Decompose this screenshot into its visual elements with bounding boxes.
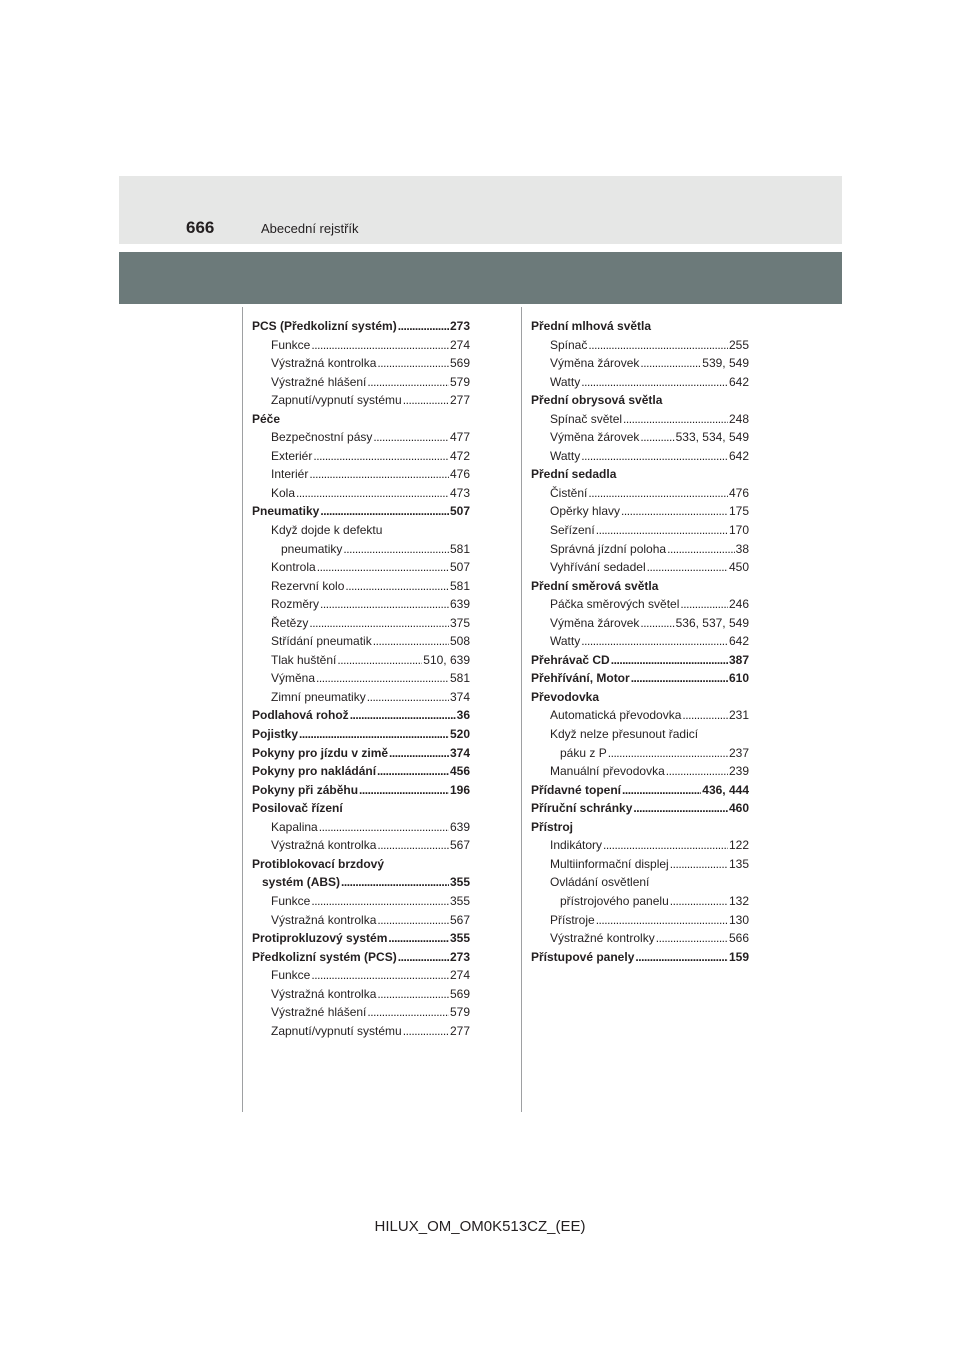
dot-leader	[581, 373, 728, 392]
page-number: 666	[186, 218, 215, 237]
entry-label: Rozměry	[271, 597, 320, 612]
dot-leader	[656, 929, 728, 948]
index-heading	[531, 317, 749, 336]
index-subentry	[531, 911, 749, 930]
entry-label: Výstražné kontrolky	[550, 931, 655, 946]
dot-leader	[581, 447, 728, 466]
entry-label: Ovládání osvětlení	[550, 875, 650, 890]
entry-label: Watty	[550, 634, 581, 649]
entry-label: Přehrávač CD	[531, 652, 610, 667]
entry-label: Pneumatiky	[252, 504, 320, 519]
dot-leader	[367, 373, 449, 392]
dot-leader	[398, 317, 449, 336]
dot-leader	[311, 892, 449, 911]
dot-leader	[389, 744, 449, 763]
entry-label: Když dojde k defektu	[271, 523, 383, 538]
entry-page-ref: 122	[728, 838, 749, 853]
index-subentry	[531, 484, 749, 503]
index-heading	[531, 669, 749, 688]
index-subentry	[252, 911, 470, 930]
index-heading	[252, 410, 470, 429]
entry-label: Výměna	[271, 671, 316, 686]
dot-leader	[309, 465, 449, 484]
entry-label: Posilovač řízení	[252, 801, 343, 816]
index-heading	[252, 706, 470, 725]
entry-label: Výměna žárovek	[550, 615, 640, 630]
entry-page-ref: 255	[728, 337, 749, 352]
dot-leader	[622, 781, 701, 800]
dot-leader	[320, 595, 449, 614]
index-subentry	[531, 706, 749, 725]
index-heading	[252, 929, 470, 948]
dot-leader	[359, 781, 449, 800]
dot-leader	[647, 558, 728, 577]
dot-leader	[670, 855, 728, 874]
column-rule-right	[521, 307, 522, 1112]
index-heading	[531, 465, 749, 484]
entry-label: Přední směrová světla	[531, 578, 659, 593]
entry-page-ref: 477	[449, 430, 470, 445]
index-heading	[252, 762, 470, 781]
entry-page-ref: 579	[449, 1005, 470, 1020]
dot-leader	[337, 651, 422, 670]
entry-label: Zapnutí/vypnutí systému	[271, 393, 402, 408]
index-subentry	[252, 873, 470, 892]
dot-leader	[680, 595, 728, 614]
dot-leader	[640, 354, 701, 373]
entry-label: Funkce	[271, 893, 311, 908]
entry-page-ref: 579	[449, 374, 470, 389]
entry-page-ref: 355	[449, 875, 470, 890]
entry-page-ref: 476	[449, 467, 470, 482]
index-subentry	[531, 354, 749, 373]
entry-label: Zimní pneumatiky	[271, 689, 366, 704]
entry-page-ref: 533, 534, 549	[675, 430, 749, 445]
entry-label: Pokyny pro nakládání	[252, 764, 377, 779]
entry-page-ref: 642	[728, 634, 749, 649]
entry-label: Přehřívání, Motor	[531, 671, 630, 686]
index-subentry	[252, 336, 470, 355]
entry-label: Spínač světel	[550, 411, 623, 426]
index-subentry	[252, 465, 470, 484]
dot-leader	[608, 744, 728, 763]
index-heading	[531, 818, 749, 837]
dot-leader	[588, 484, 728, 503]
dot-leader	[350, 706, 456, 725]
entry-label: Přístroje	[550, 912, 595, 927]
entry-page-ref: 135	[728, 856, 749, 871]
entry-page-ref: 472	[449, 448, 470, 463]
section-bar	[119, 252, 842, 304]
dot-leader	[317, 558, 449, 577]
entry-label: Pojistky	[252, 727, 299, 742]
entry-label: přístrojového panelu	[560, 893, 669, 908]
dot-leader	[316, 669, 449, 688]
entry-label: Funkce	[271, 337, 311, 352]
index-subentry	[531, 873, 749, 892]
entry-page-ref: 387	[728, 652, 749, 667]
index-subentry	[531, 521, 749, 540]
dot-leader	[367, 1003, 449, 1022]
dot-leader	[633, 799, 728, 818]
entry-page-ref: 581	[449, 541, 470, 556]
dot-leader	[319, 818, 449, 837]
entry-label: Příruční schránky	[531, 801, 633, 816]
entry-page-ref: 231	[728, 708, 749, 723]
index-subentry	[252, 391, 470, 410]
entry-label: Vyhřívání sedadel	[550, 560, 646, 575]
entry-label: Podlahová rohož	[252, 708, 349, 723]
entry-page-ref: 507	[449, 560, 470, 575]
entry-page-ref: 639	[449, 819, 470, 834]
dot-leader	[623, 410, 728, 429]
dot-leader	[398, 948, 449, 967]
entry-label: Watty	[550, 374, 581, 389]
dot-leader	[596, 911, 728, 930]
entry-page-ref: 507	[449, 504, 470, 519]
entry-label: Výměna žárovek	[550, 430, 640, 445]
dot-leader	[311, 336, 449, 355]
entry-label: Výstražná kontrolka	[271, 838, 377, 853]
entry-label: Přední sedadla	[531, 467, 617, 482]
dot-leader	[682, 706, 728, 725]
index-subentry	[252, 614, 470, 633]
column-rule-left	[242, 307, 243, 1112]
entry-page-ref: 569	[449, 356, 470, 371]
section-title: Abecední rejstřík	[261, 221, 359, 236]
entry-page-ref: 159	[728, 949, 749, 964]
entry-label: Bezpečnostní pásy	[271, 430, 373, 445]
entry-page-ref: 581	[449, 578, 470, 593]
index-heading	[531, 391, 749, 410]
entry-label: Spínač	[550, 337, 588, 352]
dot-leader	[670, 892, 728, 911]
index-subentry	[531, 762, 749, 781]
entry-label: Výstražné hlášení	[271, 1005, 367, 1020]
index-subentry	[252, 651, 470, 670]
entry-label: Seřízení	[550, 523, 595, 538]
dot-leader	[377, 836, 449, 855]
dot-leader	[345, 577, 449, 596]
entry-page-ref: 246	[728, 597, 749, 612]
dot-leader	[320, 502, 449, 521]
index-column-right	[531, 317, 749, 966]
index-subentry	[531, 447, 749, 466]
index-subentry	[531, 502, 749, 521]
index-heading	[531, 577, 749, 596]
index-subentry	[531, 410, 749, 429]
dot-leader	[640, 428, 674, 447]
entry-page-ref: 273	[449, 319, 470, 333]
index-subentry	[252, 428, 470, 447]
dot-leader	[667, 540, 735, 559]
dot-leader	[377, 354, 449, 373]
entry-page-ref: 460	[728, 801, 749, 816]
entry-label: Výstražná kontrolka	[271, 356, 377, 371]
dot-leader	[631, 669, 728, 688]
entry-page-ref: 277	[449, 1023, 470, 1038]
entry-page-ref: 642	[728, 448, 749, 463]
entry-page-ref: 374	[449, 745, 470, 760]
entry-page-ref: 274	[449, 337, 470, 352]
index-subentry	[252, 521, 470, 540]
entry-label: Přední mlhová světla	[531, 319, 652, 333]
entry-page-ref: 132	[728, 893, 749, 908]
entry-page-ref: 436, 444	[702, 782, 749, 797]
entry-label: Výměna žárovek	[550, 356, 640, 371]
entry-label: páku z P	[560, 745, 607, 760]
entry-label: Řetězy	[271, 615, 309, 630]
entry-page-ref: 581	[449, 671, 470, 686]
dot-leader	[581, 632, 728, 651]
dot-leader	[313, 447, 449, 466]
entry-page-ref: 639	[449, 597, 470, 612]
entry-label: Watty	[550, 448, 581, 463]
index-subentry	[531, 558, 749, 577]
dot-leader	[299, 725, 449, 744]
entry-label: Kola	[271, 485, 296, 500]
index-heading	[252, 799, 470, 818]
entry-page-ref: 196	[449, 782, 470, 797]
entry-label: Když nelze přesunout řadicí	[550, 727, 699, 742]
entry-page-ref: 539, 549	[702, 356, 749, 371]
entry-label: systém (ABS)	[262, 875, 341, 890]
index-subentry	[252, 577, 470, 596]
document-code: HILUX_OM_OM0K513CZ_(EE)	[374, 1218, 586, 1235]
index-subentry	[252, 447, 470, 466]
index-heading	[252, 855, 470, 874]
dot-leader	[403, 1022, 449, 1041]
index-subentry	[252, 688, 470, 707]
index-heading	[252, 502, 470, 521]
index-column-left	[252, 317, 470, 1040]
entry-label: Kapalina	[271, 819, 318, 834]
index-subentry	[252, 373, 470, 392]
entry-page-ref: 355	[449, 931, 470, 946]
entry-label: Páčka směrových světel	[550, 597, 680, 612]
entry-page-ref: 374	[449, 689, 470, 704]
index-heading	[531, 688, 749, 707]
entry-label: Přídavné topení	[531, 782, 622, 797]
entry-page-ref: 170	[728, 523, 749, 538]
entry-label: Tlak huštění	[271, 652, 337, 667]
index-heading	[252, 725, 470, 744]
entry-label: Opěrky hlavy	[550, 504, 621, 519]
entry-label: Správná jízdní poloha	[550, 541, 667, 556]
dot-leader	[373, 632, 449, 651]
index-heading	[252, 744, 470, 763]
entry-label: Zapnutí/vypnutí systému	[271, 1023, 402, 1038]
entry-label: Předkolizní systém (PCS)	[252, 949, 397, 964]
entry-page-ref: 130	[728, 912, 749, 927]
entry-page-ref: 476	[728, 485, 749, 500]
entry-label: Čistění	[550, 485, 588, 500]
index-subentry	[252, 836, 470, 855]
dot-leader	[296, 484, 449, 503]
entry-label: Funkce	[271, 968, 311, 983]
index-subentry	[252, 985, 470, 1004]
entry-label: Protiprokluzový systém	[252, 931, 388, 946]
index-subentry	[252, 484, 470, 503]
index-subentry	[531, 836, 749, 855]
dot-leader	[588, 336, 728, 355]
index-heading	[252, 317, 470, 336]
entry-label: Výstražná kontrolka	[271, 912, 377, 927]
entry-page-ref: 610	[728, 671, 749, 686]
dot-leader	[640, 614, 674, 633]
entry-page-ref: 569	[449, 986, 470, 1001]
index-heading	[531, 799, 749, 818]
entry-label: Interiér	[271, 467, 309, 482]
dot-leader	[377, 985, 449, 1004]
entry-page-ref: 175	[728, 504, 749, 519]
index-subentry	[252, 558, 470, 577]
index-subentry	[252, 1003, 470, 1022]
header-band	[119, 176, 842, 244]
index-subentry	[531, 725, 749, 744]
entry-label: Převodovka	[531, 689, 600, 704]
index-subentry	[531, 428, 749, 447]
entry-page-ref: 36	[456, 708, 470, 723]
entry-page-ref: 375	[449, 615, 470, 630]
entry-page-ref: 239	[728, 764, 749, 779]
index-subentry	[531, 632, 749, 651]
dot-leader	[611, 651, 728, 670]
entry-label: Přední obrysová světla	[531, 393, 663, 408]
index-subentry	[252, 669, 470, 688]
index-subentry	[531, 373, 749, 392]
entry-label: Protiblokovací brzdový	[252, 856, 385, 871]
dot-leader	[377, 762, 449, 781]
entry-label: Střídání pneumatik	[271, 634, 372, 649]
dot-leader	[388, 929, 449, 948]
entry-label: Manuální převodovka	[550, 764, 665, 779]
index-heading	[531, 948, 749, 967]
dot-leader	[367, 688, 449, 707]
entry-page-ref: 237	[728, 745, 749, 760]
entry-page-ref: 642	[728, 374, 749, 389]
entry-label: Pokyny pro jízdu v zimě	[252, 745, 389, 760]
dot-leader	[403, 391, 449, 410]
index-subentry	[531, 614, 749, 633]
entry-page-ref: 536, 537, 549	[675, 615, 749, 630]
index-heading	[531, 651, 749, 670]
entry-page-ref: 508	[449, 634, 470, 649]
dot-leader	[343, 540, 449, 559]
index-subentry	[531, 540, 749, 559]
index-subentry	[252, 595, 470, 614]
entry-label: Pokyny při záběhu	[252, 782, 359, 797]
entry-label: pneumatiky	[281, 541, 343, 556]
index-heading	[531, 781, 749, 800]
entry-label: Kontrola	[271, 560, 316, 575]
entry-page-ref: 567	[449, 838, 470, 853]
entry-page-ref: 248	[728, 411, 749, 426]
entry-page-ref: 520	[449, 727, 470, 742]
index-subentry	[252, 1022, 470, 1041]
entry-label: Rezervní kolo	[271, 578, 345, 593]
entry-label: PCS (Předkolizní systém)	[252, 319, 397, 333]
entry-label: Výstražná kontrolka	[271, 986, 377, 1001]
entry-page-ref: 38	[735, 541, 749, 556]
entry-page-ref: 510, 639	[423, 652, 470, 667]
entry-page-ref: 456	[449, 764, 470, 779]
index-subentry	[531, 855, 749, 874]
dot-leader	[666, 762, 728, 781]
dot-leader	[341, 873, 449, 892]
entry-page-ref: 273	[449, 949, 470, 964]
index-subentry	[252, 540, 470, 559]
dot-leader	[635, 948, 728, 967]
dot-leader	[311, 966, 449, 985]
dot-leader	[603, 836, 728, 855]
entry-label: Přístupové panely	[531, 949, 635, 964]
index-subentry	[252, 632, 470, 651]
dot-leader	[596, 521, 728, 540]
entry-label: Multiinformační displej	[550, 856, 669, 871]
index-subentry	[531, 929, 749, 948]
entry-label: Výstražné hlášení	[271, 374, 367, 389]
index-subentry	[531, 336, 749, 355]
entry-label: Indikátory	[550, 838, 603, 853]
index-subentry	[252, 892, 470, 911]
entry-page-ref: 567	[449, 912, 470, 927]
dot-leader	[377, 911, 449, 930]
dot-leader	[621, 502, 728, 521]
entry-page-ref: 274	[449, 968, 470, 983]
dot-leader	[309, 614, 449, 633]
entry-label: Automatická převodovka	[550, 708, 682, 723]
index-subentry	[531, 892, 749, 911]
index-heading	[252, 781, 470, 800]
index-subentry	[531, 595, 749, 614]
entry-page-ref: 450	[728, 560, 749, 575]
index-subentry	[252, 966, 470, 985]
entry-label: Exteriér	[271, 448, 313, 463]
dot-leader	[373, 428, 449, 447]
index-heading	[252, 948, 470, 967]
index-subentry	[531, 744, 749, 763]
index-subentry	[252, 354, 470, 373]
index-subentry	[252, 818, 470, 837]
entry-label: Péče	[252, 411, 281, 426]
entry-label: Přístroj	[531, 819, 574, 834]
entry-page-ref: 566	[728, 931, 749, 946]
entry-page-ref: 277	[449, 393, 470, 408]
entry-page-ref: 473	[449, 485, 470, 500]
entry-page-ref: 355	[449, 893, 470, 908]
